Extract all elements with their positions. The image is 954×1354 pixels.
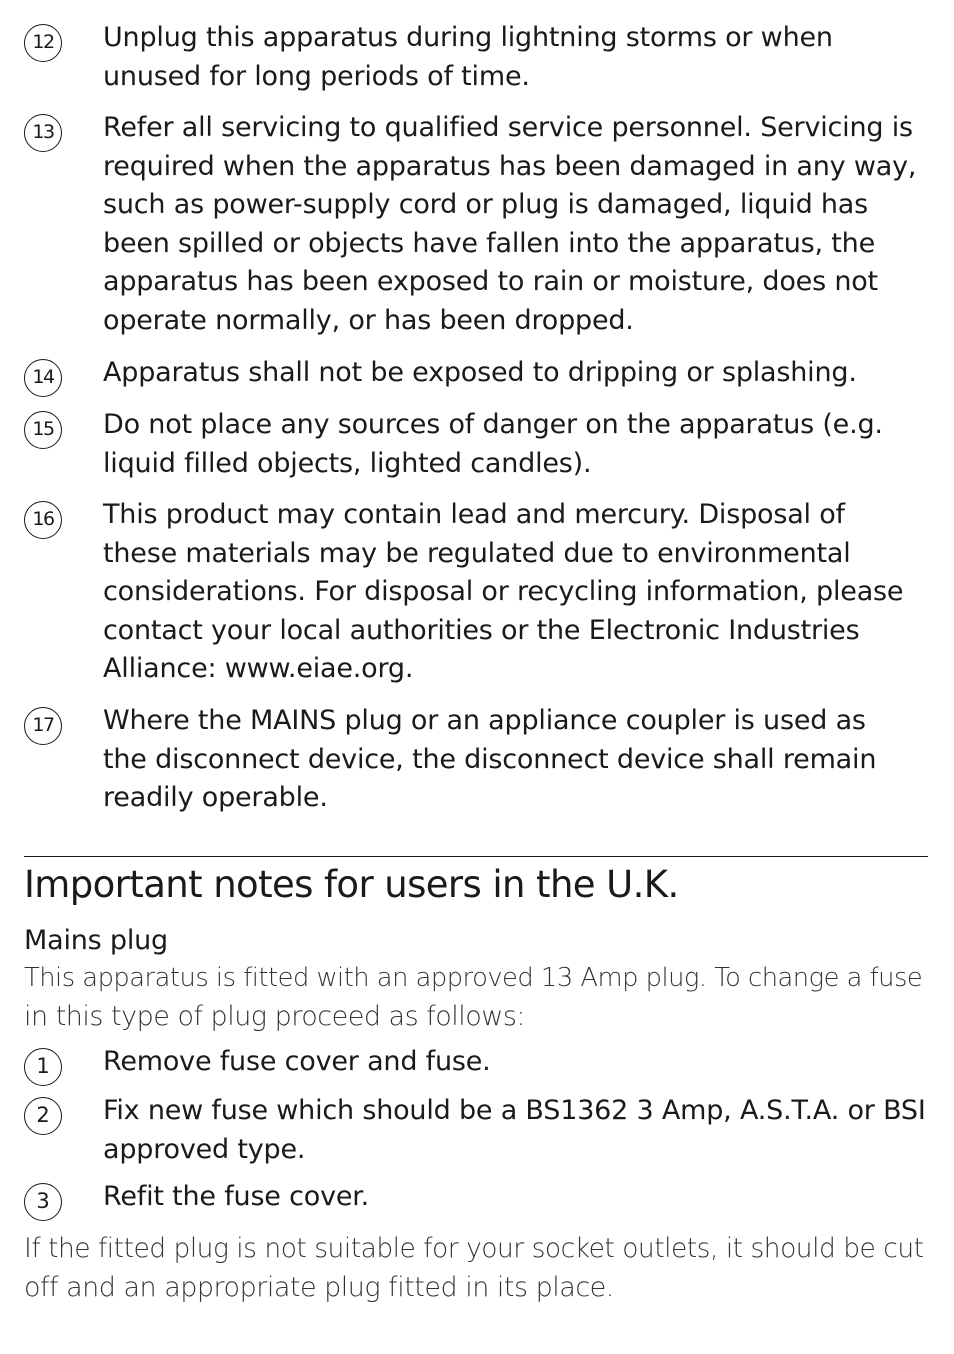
step-text-line: Refit the fuse cover.	[103, 1181, 370, 1212]
item-number-badge: 15	[24, 411, 62, 449]
section-divider	[24, 856, 928, 857]
section-heading: Important notes for users in the U.K.	[24, 863, 679, 906]
item-text-line: unused for long periods of time.	[103, 60, 530, 92]
item-text-line: operate normally, or has been dropped.	[103, 304, 634, 336]
step-number-badge: 3	[24, 1183, 62, 1221]
item-text-line: contact your local authorities or the Electronic Industries	[103, 614, 860, 646]
item-text-line: Unplug this apparatus during lightning storms or when	[103, 22, 833, 53]
paragraph-line: off and an appropriate plug fitted in its place.	[24, 1271, 614, 1303]
item-text-line: been spilled or objects have fallen into the apparatus, the	[103, 227, 875, 259]
item-number-badge: 17	[24, 707, 62, 745]
item-text-line: Alliance: www.eiae.org.	[103, 653, 414, 685]
item-text-line: these materials may be regulated due to environmental	[103, 537, 851, 569]
step-text	[103, 1092, 924, 1169]
safety-item-16	[24, 496, 924, 689]
safety-item-12	[24, 19, 924, 96]
item-text	[103, 19, 924, 96]
step-number-badge: 2	[24, 1097, 62, 1135]
closing-paragraph	[24, 1230, 924, 1307]
fuse-step-1	[24, 1043, 924, 1082]
item-text	[103, 354, 924, 393]
safety-item-15	[24, 406, 924, 483]
item-text-line: required when the apparatus has been damaged in any way,	[103, 150, 917, 182]
item-text	[103, 109, 924, 341]
step-text-line: Fix new fuse which should be a BS1362 3 Amp, A.S.T.A. or BSI	[103, 1095, 926, 1126]
item-text-line: liquid filled objects, lighted candles).	[103, 447, 592, 479]
item-text-line: the disconnect device, the disconnect device shall remain	[103, 743, 877, 775]
subsection-heading: Mains plug	[24, 925, 168, 956]
item-text	[103, 406, 924, 483]
item-text-line: readily operable.	[103, 782, 328, 814]
item-text	[103, 496, 924, 689]
item-text-line: Do not place any sources of danger on the apparatus (e.g.	[103, 409, 883, 440]
safety-item-14	[24, 354, 924, 393]
item-text-line: This product may contain lead and mercury. Disposal of	[103, 499, 845, 530]
intro-paragraph	[24, 959, 922, 1036]
fuse-step-3	[24, 1178, 924, 1217]
item-number-badge: 12	[24, 24, 62, 62]
item-text-line: Apparatus shall not be exposed to dripping or splashing.	[103, 357, 857, 388]
paragraph-line: This apparatus is fitted with an approved 13 Amp plug. To change a fuse	[24, 963, 923, 993]
item-number-badge: 13	[24, 114, 62, 152]
step-text	[103, 1178, 924, 1217]
item-text-line: such as power-supply cord or plug is damaged, liquid has	[103, 189, 869, 221]
item-text-line: apparatus has been exposed to rain or moisture, does not	[103, 266, 878, 298]
paragraph-line: If the fitted plug is not suitable for your socket outlets, it should be cut	[24, 1233, 924, 1264]
paragraph-line: in this type of plug proceed as follows:	[24, 1000, 526, 1032]
safety-item-17	[24, 702, 924, 818]
item-text-line: Where the MAINS plug or an appliance coupler is used as	[103, 705, 866, 736]
item-number-badge: 16	[24, 501, 62, 539]
safety-item-13	[24, 109, 924, 341]
fuse-step-2	[24, 1092, 924, 1169]
item-text-line: Refer all servicing to qualified service personnel. Servicing is	[103, 112, 913, 143]
item-number-badge: 14	[24, 359, 62, 397]
step-number-badge: 1	[24, 1048, 62, 1086]
item-text	[103, 702, 924, 818]
step-text-line: approved type.	[103, 1133, 306, 1165]
item-text-line: considerations. For disposal or recycling information, please	[103, 576, 904, 608]
step-text	[103, 1043, 924, 1082]
step-text-line: Remove fuse cover and fuse.	[103, 1046, 491, 1077]
